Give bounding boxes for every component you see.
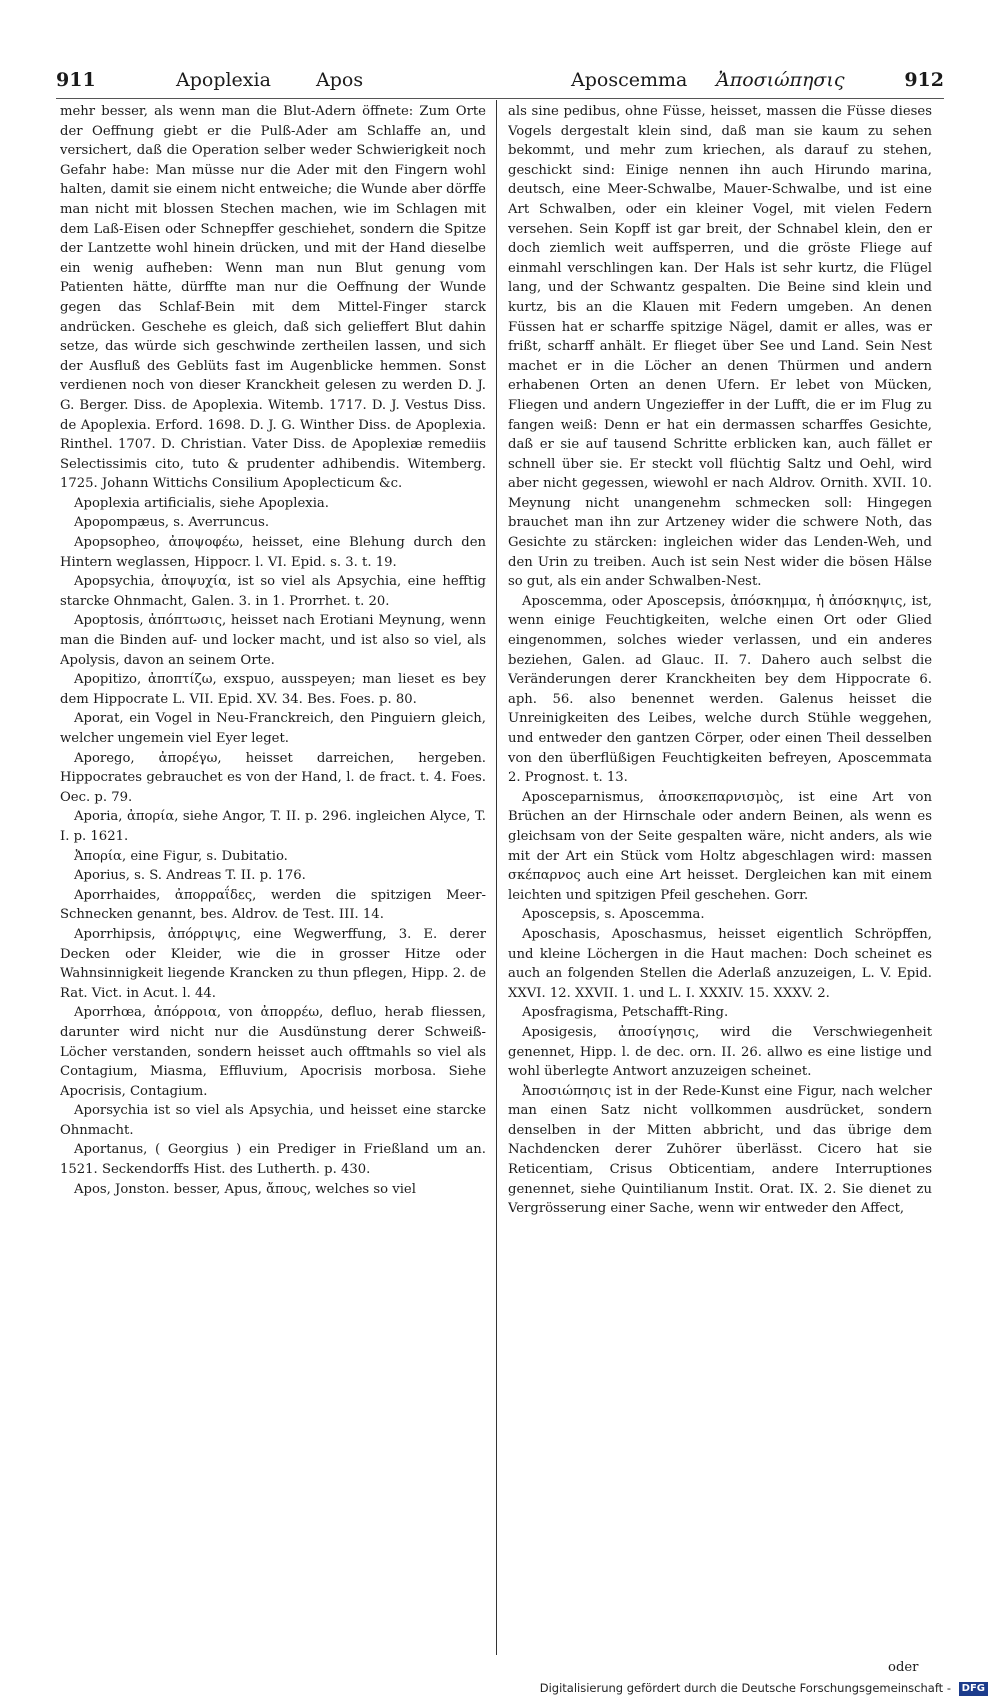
dfg-logo: DFG <box>959 1682 988 1696</box>
left-paragraph: Apopsopheo, ἀποψοφέω, heisset, eine Blehung durch den Hintern weglassen, Hippocr. l. VI. Epid. s. 3. t. 19. <box>60 535 486 570</box>
left-catchword-second: Apos <box>316 69 364 91</box>
right-paragraph: Aposfragisma, Petschafft-Ring. <box>522 1005 729 1021</box>
footer-text: Digitalisierung gefördert durch die Deutsche Forschungsgemeinschaft - <box>539 1681 951 1695</box>
right-paragraph: Aposigesis, ἀποσίγησις, wird die Verschwiegenheit genennet, Hipp. l. de dec. orn. II. 26. allwo es eine listige und wohl überlegte Antwort anzuzeigen scheinet. <box>508 1024 932 1080</box>
left-paragraph: Apopitizo, ἀποπτίζω, exspuo, ausspeyen; man lieset es bey dem Hippocrate L. VII. Epid. XV. 34. Bes. Foes. p. 80. <box>60 672 486 707</box>
left-column <box>60 102 486 1657</box>
left-paragraph: Aporius, s. S. Andreas T. II. p. 176. <box>74 868 306 884</box>
left-paragraph: Apoplexia artificialis, siehe Apoplexia. <box>74 495 329 511</box>
right-column <box>508 102 932 1657</box>
left-paragraph: Ἀπορία, eine Figur, s. Dubitatio. <box>74 848 288 864</box>
header-rule <box>56 98 944 99</box>
left-paragraph: Aporat, ein Vogel in Neu-Franckreich, den Pinguiern gleich, welcher ungemein viel Eyer leget. <box>60 711 486 746</box>
right-paragraph: Aposceparnismus, ἀποσκεπαρνισμὸς, ist eine Art von Brüchen an der Hirnschale oder andern Beinen, als wenn es gleichsam von der Seite gespalten wäre, nicht anders, als wie mit der Art ein Stück vom Holtz abgeschlagen wird: massen σκέπαρνος auch eine Art heisset. Dergleichen kan mit einem leichten und spitzigen Pfeil geschehen. Gorr. <box>508 789 932 903</box>
right-paragraph: Aposcemma, oder Aposcepsis, ἀπόσκημμα, ἡ ἀπόσκηψις, ist, wenn einige Feuchtigkeiten, welche einen Ort oder Glied eingenommen, solches wieder verlassen, und ein anderes beziehen, Galen. ad Glauc. II. 7. Dahero auch selbst die Veränderungen derer Kranckheiten bey dem Hippocrate 6. aph. 56. also benennet werden. Galenus heisset die Unreinigkeiten des Leibes, welche durch Stühle weggehen, und entweder den gantzen Cörper, oder einen Theil desselben von den überflüßigen Feuchtigkeiten befreyen, Aposcemmata 2. Prognost. t. 13. <box>508 593 932 786</box>
left-paragraph: Aporrhipsis, ἀπόρριψις, eine Wegwerffung, 3. E. derer Decken oder Kleider, wie die in grosser Hitze oder Wahnsinnigkeit liegende Krancken zu thun pflegen, Hipp. 2. de Rat. Vict. in Acut. l. 44. <box>60 926 486 1001</box>
column-divider <box>496 100 497 1655</box>
right-paragraph: Aposchasis, Aposchasmus, heisset eigentlich Schröpffen, und kleine Löchergen in die Haut machen: Doch scheinet es auch an folgenden Stellen die Aderlaß anzuzeigen, L. V. Epid. XXVI. 12. XXVII. 1. und L. I. XXXIV. 15. XXXV. 2. <box>508 926 932 1001</box>
left-paragraph: Apopsychia, ἀποψυχία, ist so viel als Apsychia, eine hefftig starcke Ohnmacht, Galen. 3. in 1. Prorrhet. t. 20. <box>60 574 486 609</box>
left-paragraph: Aportanus, ( Georgius ) ein Prediger in Frießland um an. 1521. Seckendorffs Hist. des Lutherth. p. 430. <box>60 1142 486 1178</box>
right-catchword-first: Aposcemma <box>571 69 688 91</box>
right-paragraph: Ἀποσιώπησις ist in der Rede-Kunst eine Figur, nach welcher man einen Satz nicht vollkommen ausdrücket, sondern denselben in der Mitten abbricht, und das übrige dem Nachdencken derer Zuhörer überlässt. Cicero hat sie Reticentiam, Crisus Obticentiam, andere Interruptiones genennet, siehe Quintilianum Instit. Orat. IX. 2. Sie dienet zu Vergrösserung einer Sache, wenn wir entweder den Affect, <box>508 1083 932 1217</box>
right-paragraph: Aposcepsis, s. Aposcemma. <box>522 907 705 923</box>
left-paragraph: Aporia, ἀπορία, siehe Angor, T. II. p. 296. ingleichen Alyce, T. I. p. 1621. <box>60 809 486 844</box>
left-catchword-first: Apoplexia <box>176 69 271 91</box>
left-page-number: 911 <box>56 69 96 91</box>
right-catchword-greek: Ἀποσιώπησις <box>716 69 845 91</box>
catchword: oder <box>888 1660 919 1675</box>
left-paragraph: Aporrhaides, ἀπορραΐδες, werden die spitzigen Meer-Schnecken genannt, bes. Aldrov. de Test. III. 14. <box>60 887 486 923</box>
left-paragraph: Aporsychia ist so viel als Apsychia, und heisset eine starcke Ohnmacht. <box>60 1103 486 1138</box>
left-paragraph: Apoptosis, ἀπόπτωσις, heisset nach Erotiani Meynung, wenn man die Binden auf- und locker macht, und ist also so viel, als Apolysis, davon an seinem Orte. <box>60 613 486 668</box>
right-paragraph: als sine pedibus, ohne Füsse, heisset, massen die Füsse dieses Vogels dergestalt klein sind, daß man sie kaum zu sehen bekommt, und mehr zum kriechen, als darauf zu stehen, geschickt sind: Einige nennen ihn auch Hirundo marina, deutsch, eine Meer-Schwalbe, Mauer-Schwalbe, und ist eine Art Schwalben, oder ein kleiner Vogel, mit vielen Federn versehen. Sein Kopff ist gar breit, der Schnabel klein, den er doch ziemlich weit auffsperren, und die gröste Fliege auf einmahl verschlingen kan. Der Hals ist sehr kurtz, die Flügel lang, und der Schwantz gespalten. Die Beine sind klein und kurtz, bis an die Klauen mit Federn umgeben. An denen Füssen hat er scharffe spitzige Nägel, damit er alles, was er frißt, scharff anhält. Er flieget über See und Land. Sein Nest machet er in die Löcher an denen Thürmen und andern erhabenen Orten an denen Ufern. Er lebet von Mücken, Fliegen und andern Ungezieffer in der Lufft, die er im Flug zu fangen weiß: Denn er hat ein dermassen scharffes Gesichte, daß er sie auf tausend Schritte erblicken kan, auch fället er schnell über sie. Er steckt voll flüchtig Saltz und Oehl, wird aber nicht gegessen, wiewohl er nach Aldrov. Ornith. XVII. 10. Meynung nicht unangenehm schmecken soll: Hingegen brauchet man ihn zur Artzeney wider die schwere Noth, das Gesichte zu stärcken: ingleichen wider das Lenden-Weh, und den Urin zu treiben. Auch ist sein Nest wider die bösen Hälse so gut, als ein ander Schwalben-Nest. <box>508 104 932 590</box>
left-paragraph: mehr besser, als wenn man die Blut-Adern öffnete: Zum Orte der Oeffnung giebt er die Pulß-Ader am Schlaffe an, und versichert, daß die Operation selber weder Schwierigkeit noch Gefahr habe: Man müsse nur die Ader mit den Fingern wohl halten, damit sie einem nicht entweiche; die Wunde aber dörffe man nicht mit blossen Stechen machen, wie im Schlagen mit dem Laß-Eisen oder Schnepffer geschiehet, sondern die Spitze der Lantzette wohl hinein drücken, und mit der Hand dieselbe ein wenig aufheben: Wenn man nun Blut genung vom Patienten hätte, dürffte man nur die Oeffnung der Wunde gegen das Schlaf-Bein mit dem Mittel-Finger starck andrücken. Geschehe es gleich, daß sich gelieffert Blut dahin setze, das würde sich geschwinde zertheilen lassen, und sich der Ausfluß des Geblüts fast im Augenblicke hemmen. Sonst verdienen noch von dieser Kranckheit gelesen zu werden D. J. G. Berger. Diss. de Apoplexia. Witemb. 1717. D. J. Vestus Diss. de Apoplexia. Erford. 1698. D. J. G. Winther Diss. de Apoplexia. Rinthel. 1707. D. Christian. Vater Diss. de Apoplexiæ remediis Selectissimis cito, tuto & prudenter adhibendis. Witemberg. 1725. Johann Wittichs Consilium Apoplecticum &c. <box>60 104 486 492</box>
page-header <box>56 64 944 96</box>
left-paragraph: Aporrhœa, ἀπόρροια, von ἀπορρέω, defluo, herab fliessen, darunter wird nicht nur die Ausdünstung derer Schweiß-Löcher verstanden, sondern heisset auch offtmahls so viel als Contagium, Miasma, Effluvium, Apocrisis morbosa. Siehe Apocrisis, Contagium. <box>60 1005 486 1099</box>
left-paragraph: Apopompæus, s. Averruncus. <box>74 515 270 531</box>
left-paragraph: Aporego, ἀπορέγω, heisset darreichen, hergeben. Hippocrates gebrauchet es von der Hand, l. de fract. t. 4. Foes. Oec. p. 79. <box>60 750 486 805</box>
digitization-credit <box>540 1678 988 1698</box>
right-page-number: 912 <box>904 69 944 91</box>
left-paragraph: Apos, Jonston. besser, Apus, ἄπους, welches so viel <box>74 1181 416 1197</box>
